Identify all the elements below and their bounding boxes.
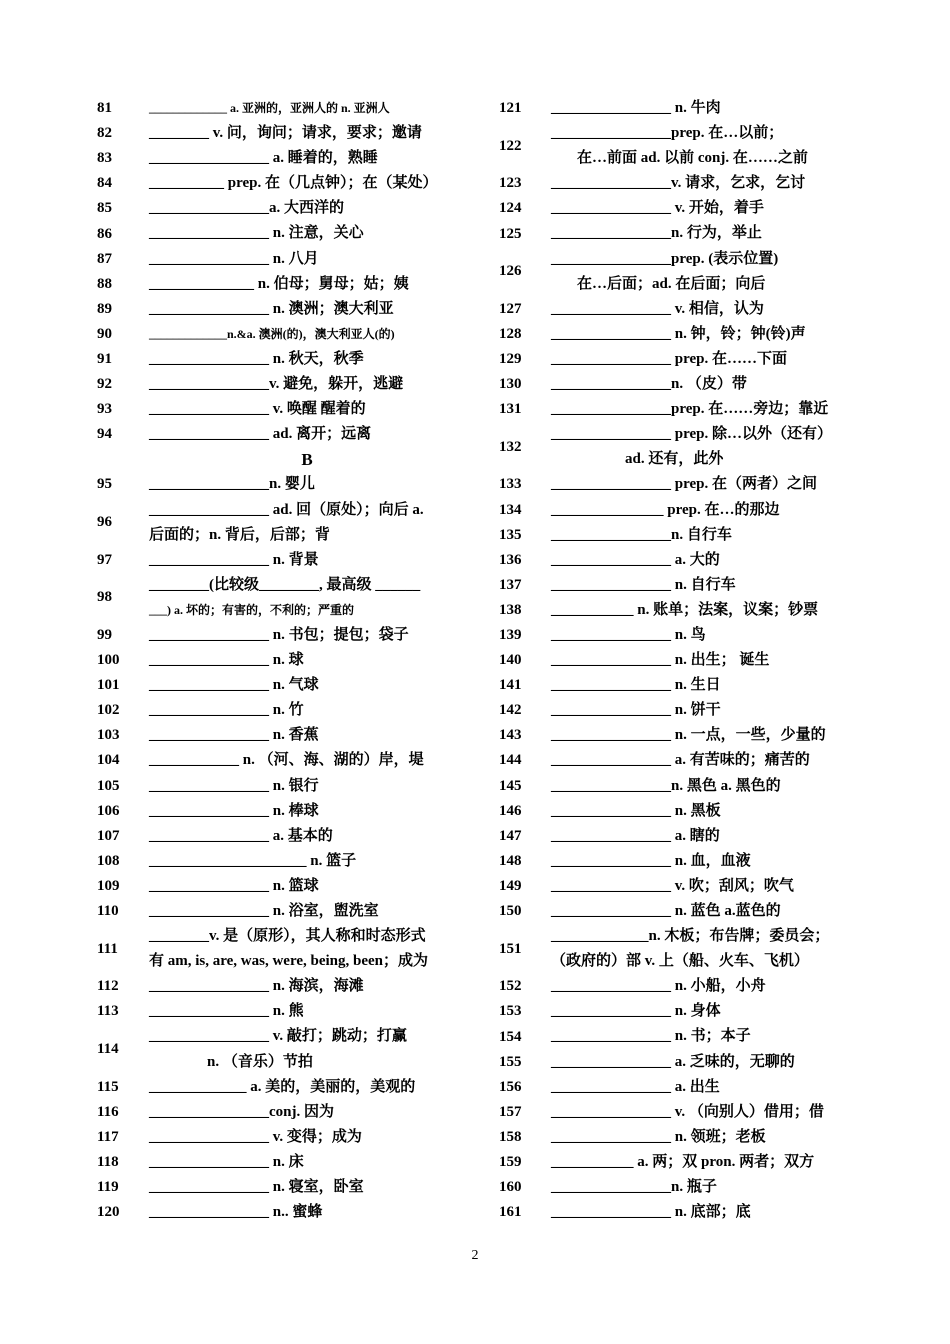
entry-definition: ________________ n. 澳洲；澳大利亚 (149, 300, 394, 317)
entry-definition: ________________ v. 敲打；跳动；打赢 (149, 1028, 407, 1045)
entry-definition: _____________n. 木板；布告牌；委员会； (551, 928, 830, 945)
vocab-entry (97, 698, 465, 723)
entry-number: 161 (499, 1204, 522, 1221)
entry-number: 105 (97, 777, 120, 794)
entry-definition-continued: n. （音乐）节拍 (207, 1053, 313, 1070)
entry-number: 81 (97, 100, 112, 117)
vocab-entry (97, 1125, 465, 1150)
vocab-entry (499, 1050, 869, 1075)
entry-definition: ________________ v. （向别人）借用；借 (551, 1103, 824, 1120)
vocab-entry (499, 899, 869, 924)
vocab-entry (499, 171, 869, 196)
entry-definition-continued: ad. 还有，此外 (625, 451, 724, 468)
entry-number: 140 (499, 652, 522, 669)
vocab-entry (97, 899, 465, 924)
entry-number: 153 (499, 1003, 522, 1020)
entry-number: 131 (499, 401, 522, 418)
entry-definition: _____________ a. 亚洲的，亚洲人的 n. 亚洲人 (149, 101, 390, 115)
vocab-entry (499, 648, 869, 673)
entry-number: 157 (499, 1103, 522, 1120)
entry-number: 126 (499, 263, 522, 280)
vocab-entry (97, 774, 465, 799)
entry-definition: ________________ n. 身体 (551, 1003, 721, 1020)
vocab-entry (97, 96, 465, 121)
entry-definition: ________________n. 自行车 (551, 526, 732, 543)
section-heading: B (301, 450, 313, 470)
page-number: 2 (471, 1248, 479, 1263)
vocab-entry (499, 472, 869, 497)
vocab-entry (97, 422, 465, 447)
entry-number: 129 (499, 350, 522, 367)
entry-definition: ________________ n. 血，血液 (551, 852, 751, 869)
entry-definition-continued: 有 am, is, are, was, were, being, been；成为 (149, 953, 429, 970)
entry-definition: ________________ n. 书；本子 (551, 1028, 751, 1045)
vocab-entry (97, 673, 465, 698)
entry-number: 99 (97, 627, 112, 644)
entry-definition: ________________n. 瓶子 (551, 1179, 717, 1196)
entry-number: 118 (97, 1153, 119, 1170)
vocab-entry (499, 1150, 869, 1175)
entry-definition: ________________ n. 篮球 (149, 877, 319, 894)
vocab-entry (97, 171, 465, 196)
entry-number: 111 (97, 940, 118, 957)
vocab-entry (97, 1024, 465, 1074)
entry-definition: ________________ n. 秋天，秋季 (149, 350, 364, 367)
entry-definition: ________________ n. 气球 (149, 677, 319, 694)
entry-definition: ________________ n. 竹 (149, 702, 304, 719)
entry-definition: ________________n. （皮）带 (551, 376, 747, 393)
vocab-entry (499, 1175, 869, 1200)
vocab-entry (499, 924, 869, 974)
vocab-entry (97, 799, 465, 824)
vocab-entry (97, 372, 465, 397)
vocab-entry (97, 247, 465, 272)
entry-number: 136 (499, 551, 522, 568)
entry-number: 158 (499, 1128, 522, 1145)
vocab-entry (499, 247, 869, 297)
vocab-entry (499, 748, 869, 773)
entry-number: 128 (499, 325, 522, 342)
vocab-entry (97, 924, 465, 974)
entry-number: 145 (499, 777, 522, 794)
entry-number: 92 (97, 376, 112, 393)
vocab-entry (499, 422, 869, 472)
vocab-entry (499, 1200, 869, 1225)
entry-definition: ____________ n. （河、海、湖的）岸，堤 (149, 752, 424, 769)
vocab-entry (499, 121, 869, 171)
entry-definition-continued: 在…前面 ad. 以前 conj. 在……之前 (577, 150, 808, 167)
vocab-entry (97, 748, 465, 773)
vocab-entry (97, 1200, 465, 1225)
entry-definition: ________________v. 请求，乞求，乞讨 (551, 175, 806, 192)
entry-number: 120 (97, 1204, 120, 1221)
entry-definition: ________________ n. 八月 (149, 250, 319, 267)
entry-definition: ________________ n. 香蕉 (149, 727, 319, 744)
entry-number: 95 (97, 476, 112, 493)
entry-number: 139 (499, 627, 522, 644)
entry-definition: ________________ v. 吹；刮风；吹气 (551, 877, 794, 894)
entry-definition: ________________ n. 寝室，卧室 (149, 1179, 364, 1196)
entry-definition: ________________ n. 钟，铃；钟(铃)声 (551, 325, 806, 342)
vocab-entry (499, 774, 869, 799)
vocab-entry (499, 322, 869, 347)
entry-number: 86 (97, 225, 112, 242)
entry-definition: ________________ n. 自行车 (551, 576, 736, 593)
entry-number: 104 (97, 752, 120, 769)
vocab-entry (499, 824, 869, 849)
vocab-entry (499, 397, 869, 422)
entry-number: 132 (499, 438, 522, 455)
entry-definition: _____________________ n. 篮子 (149, 852, 357, 869)
entry-number: 122 (499, 137, 522, 154)
entry-number: 160 (499, 1179, 522, 1196)
entry-number: 159 (499, 1153, 522, 1170)
entry-definition: ________________ n. 牛肉 (551, 100, 721, 116)
entry-number: 135 (499, 526, 522, 543)
entry-definition: ________________ v. 相信，认为 (551, 300, 764, 317)
entry-definition: ________________ n. 球 (149, 652, 304, 669)
entry-number: 151 (499, 940, 522, 957)
entry-number: 91 (97, 350, 112, 367)
entry-definition: ________________ n.. 蜜蜂 (149, 1204, 323, 1221)
vocab-entry (499, 196, 869, 221)
entry-number: 127 (499, 300, 522, 317)
entry-number: 93 (97, 401, 112, 418)
vocab-entry (499, 673, 869, 698)
entry-number: 114 (97, 1041, 119, 1058)
vocab-entry (499, 523, 869, 548)
vocab-entry (97, 999, 465, 1024)
entry-definition: ________________ n. 出生； 诞生 (551, 652, 770, 669)
entry-definition: ________________ n. 生日 (551, 677, 721, 694)
entry-definition: ________________ n. 棒球 (149, 802, 319, 819)
entry-number: 82 (97, 125, 112, 142)
entry-definition: __________ prep. 在（几点钟）；在（某处） (149, 175, 438, 192)
vocab-entry (97, 824, 465, 849)
entry-number: 108 (97, 852, 120, 869)
entry-number: 85 (97, 200, 112, 217)
entry-definition: ________________ n. 一点，一些，少量的 (551, 727, 826, 744)
vocab-entry (499, 297, 869, 322)
vocab-entry (97, 548, 465, 573)
vocab-entry (97, 221, 465, 246)
entry-definition-continued: （政府的）部 v. 上（船、火车、飞机） (551, 953, 809, 970)
entry-definition: ________________ v. 变得；成为 (149, 1128, 362, 1145)
entry-number: 87 (97, 250, 112, 267)
vocab-entry (97, 196, 465, 221)
entry-definition: ________________ n. 床 (149, 1153, 304, 1170)
vocab-entry (97, 849, 465, 874)
entry-number: 97 (97, 551, 112, 568)
entry-number: 138 (499, 601, 522, 618)
entry-number: 110 (97, 903, 119, 920)
vocab-entry (499, 1024, 869, 1049)
entry-definition: ________________ v. 唤醒 醒着的 (149, 401, 366, 418)
entry-definition: ________________ n. 饼干 (551, 702, 721, 719)
entry-definition: ________________ ad. 回（原处）；向后 a. (149, 501, 424, 518)
entry-definition: ________________ prep. 除…以外（还有） (551, 426, 832, 443)
vocab-entry (97, 1075, 465, 1100)
entry-number: 124 (499, 200, 522, 217)
right-column (499, 96, 869, 1225)
entry-definition: ________________ n. 小船，小舟 (551, 978, 766, 995)
vocab-entry (499, 573, 869, 598)
entry-definition: ________________ n. 背景 (149, 551, 319, 568)
entry-definition: ________________ n. 海滨，海滩 (149, 978, 364, 995)
entry-number: 134 (499, 501, 522, 518)
entry-definition: ________________ a. 乏味的，无聊的 (551, 1053, 795, 1070)
entry-number: 154 (499, 1028, 522, 1045)
entry-definition: ___________ a. 两；双 pron. 两者；双方 (551, 1153, 815, 1170)
entry-definition: ________________ prep. 在……下面 (551, 350, 787, 367)
entry-number: 143 (499, 727, 522, 744)
entry-number: 109 (97, 877, 120, 894)
entry-number: 98 (97, 589, 112, 606)
vocab-entry (97, 1175, 465, 1200)
entry-number: 133 (499, 476, 522, 493)
vocab-entry (499, 347, 869, 372)
entry-number: 116 (97, 1103, 119, 1120)
left-column (97, 96, 465, 1225)
vocab-entry (97, 297, 465, 322)
entry-number: 90 (97, 325, 112, 342)
entry-number: 106 (97, 802, 120, 819)
entry-definition: ________________ n. 蓝色 a.蓝色的 (551, 903, 781, 919)
entry-definition: ___________ n. 账单；法案，议案；钞票 (551, 601, 819, 618)
entry-definition: ________________ n. 领班；老板 (551, 1128, 766, 1145)
vocab-entry (97, 322, 465, 347)
entry-definition: ________________ a. 睡着的，熟睡 (149, 150, 378, 167)
entry-definition: ________________ a. 瞎的 (551, 827, 720, 844)
entry-definition: _____________ a. 美的，美丽的，美观的 (149, 1078, 416, 1095)
entry-definition: ________________ a. 基本的 (149, 827, 333, 844)
vocab-entry (97, 723, 465, 748)
entry-definition: ________________ n. 浴室，盥洗室 (149, 903, 379, 919)
entry-definition: ________________v. 避免，躲开，逃避 (149, 376, 404, 393)
entry-definition: ________________ n. 熊 (149, 1003, 304, 1020)
entry-definition: _____________n.&a. 澳洲(的)，澳大利亚人(的) (149, 326, 395, 341)
entry-definition: ________________ a. 大的 (551, 551, 720, 568)
entry-definition: ________________n. 婴儿 (149, 476, 315, 493)
entry-number: 141 (499, 677, 522, 694)
entry-definition: ______________ n. 伯母；舅母；姑；姨 (149, 275, 409, 292)
entry-definition: ________________prep. 在……旁边；靠近 (551, 401, 829, 418)
entry-number: 142 (499, 702, 522, 719)
vocab-entry (97, 121, 465, 146)
entry-definition: ________v. 是（原形），其人称和时态形式 (149, 928, 426, 945)
entry-number: 137 (499, 576, 522, 593)
vocab-entry (97, 1100, 465, 1125)
vocab-entry (97, 648, 465, 673)
vocab-entry (499, 999, 869, 1024)
entry-number: 107 (97, 827, 120, 844)
entry-number: 103 (97, 727, 120, 744)
entry-number: 149 (499, 877, 522, 894)
entry-number: 117 (97, 1128, 119, 1145)
entry-number: 152 (499, 978, 522, 995)
entry-number: 84 (97, 175, 112, 192)
vocab-entry (499, 874, 869, 899)
vocab-entry (499, 498, 869, 523)
entry-number: 130 (499, 376, 522, 393)
entry-definition: ________________prep. (表示位置) (551, 250, 779, 267)
entry-number: 150 (499, 903, 522, 920)
vocab-entry (97, 974, 465, 999)
vocab-entry (499, 1125, 869, 1150)
vocab-entry (97, 272, 465, 297)
entry-number: 89 (97, 300, 112, 317)
entry-number: 94 (97, 426, 112, 443)
entry-number: 83 (97, 150, 112, 167)
entry-definition-continued: ___) a. 坏的；有害的，不利的；严重的 (149, 602, 354, 617)
entry-definition: ________________prep. 在…以前； (551, 125, 784, 142)
vocab-entry (97, 874, 465, 899)
vocab-entry (97, 1150, 465, 1175)
entry-definition: ________________ v. 开始，着手 (551, 200, 764, 217)
entry-number: 88 (97, 275, 112, 292)
vocab-entry (499, 1100, 869, 1125)
vocab-entry (499, 799, 869, 824)
vocab-entry (499, 974, 869, 999)
entry-definition: ________________ n. 底部；底 (551, 1204, 751, 1221)
entry-number: 144 (499, 752, 522, 769)
entry-definition: ________________ n. 鸟 (551, 626, 706, 643)
entry-number: 115 (97, 1078, 119, 1095)
entry-number: 155 (499, 1053, 522, 1070)
vocab-entry (499, 598, 869, 623)
vocab-entry (97, 573, 465, 623)
entry-definition: ________________ a. 有苦味的；痛苦的 (551, 752, 810, 769)
vocab-entry (499, 723, 869, 748)
entry-definition: ________________ n. 书包；提包；袋子 (149, 626, 409, 643)
vocab-entry (499, 548, 869, 573)
entry-number: 123 (499, 175, 522, 192)
entry-definition-continued: 后面的；n. 背后，后部；背 (149, 526, 330, 543)
vocab-entry (97, 146, 465, 171)
vocab-entry (499, 372, 869, 397)
entry-number: 96 (97, 514, 112, 531)
vocab-entry (499, 96, 869, 121)
entry-definition: ________________ n. 黑板 (551, 802, 721, 819)
entry-number: 146 (499, 802, 522, 819)
entry-number: 148 (499, 852, 522, 869)
entry-definition: ________________n. 黑色 a. 黑色的 (551, 777, 781, 794)
vocab-entry (499, 849, 869, 874)
entry-definition: _______________ prep. 在…的那边 (551, 501, 780, 518)
entry-definition: ________________n. 行为，举止 (551, 225, 762, 242)
entry-number: 119 (97, 1179, 119, 1196)
entry-number: 100 (97, 652, 120, 669)
vocab-entry (97, 623, 465, 648)
entry-number: 156 (499, 1078, 522, 1095)
vocab-entry (97, 498, 465, 548)
entry-definition-continued: 在…后面；ad. 在后面；向后 (577, 275, 766, 292)
entry-number: 147 (499, 827, 522, 844)
vocab-entry (499, 1075, 869, 1100)
entry-definition: ________________ ad. 离开；远离 (149, 426, 372, 443)
entry-number: 121 (499, 100, 522, 117)
entry-number: 101 (97, 677, 120, 694)
entry-definition: ________________ n. 注意，关心 (149, 225, 364, 242)
entry-number: 125 (499, 225, 522, 242)
entry-definition: ________________a. 大西洋的 (149, 200, 345, 217)
entry-number: 113 (97, 1003, 119, 1020)
vocab-entry (499, 221, 869, 246)
entry-definition: ________________conj. 因为 (149, 1103, 334, 1120)
vocab-entry (499, 623, 869, 648)
entry-definition: ________________ prep. 在（两者）之间 (551, 476, 817, 493)
entry-definition: ________________ n. 银行 (149, 777, 319, 794)
entry-number: 112 (97, 978, 119, 995)
entry-number: 102 (97, 702, 120, 719)
vocab-entry (499, 698, 869, 723)
entry-definition: ________ v. 问，询问；请求，要求；邀请 (149, 125, 422, 142)
entry-definition: ________________ a. 出生 (551, 1078, 720, 1095)
vocab-entry (97, 347, 465, 372)
entry-definition: ________(比较级________, 最高级 ______ (149, 576, 421, 593)
vocab-entry (97, 472, 465, 497)
vocab-entry (97, 397, 465, 422)
